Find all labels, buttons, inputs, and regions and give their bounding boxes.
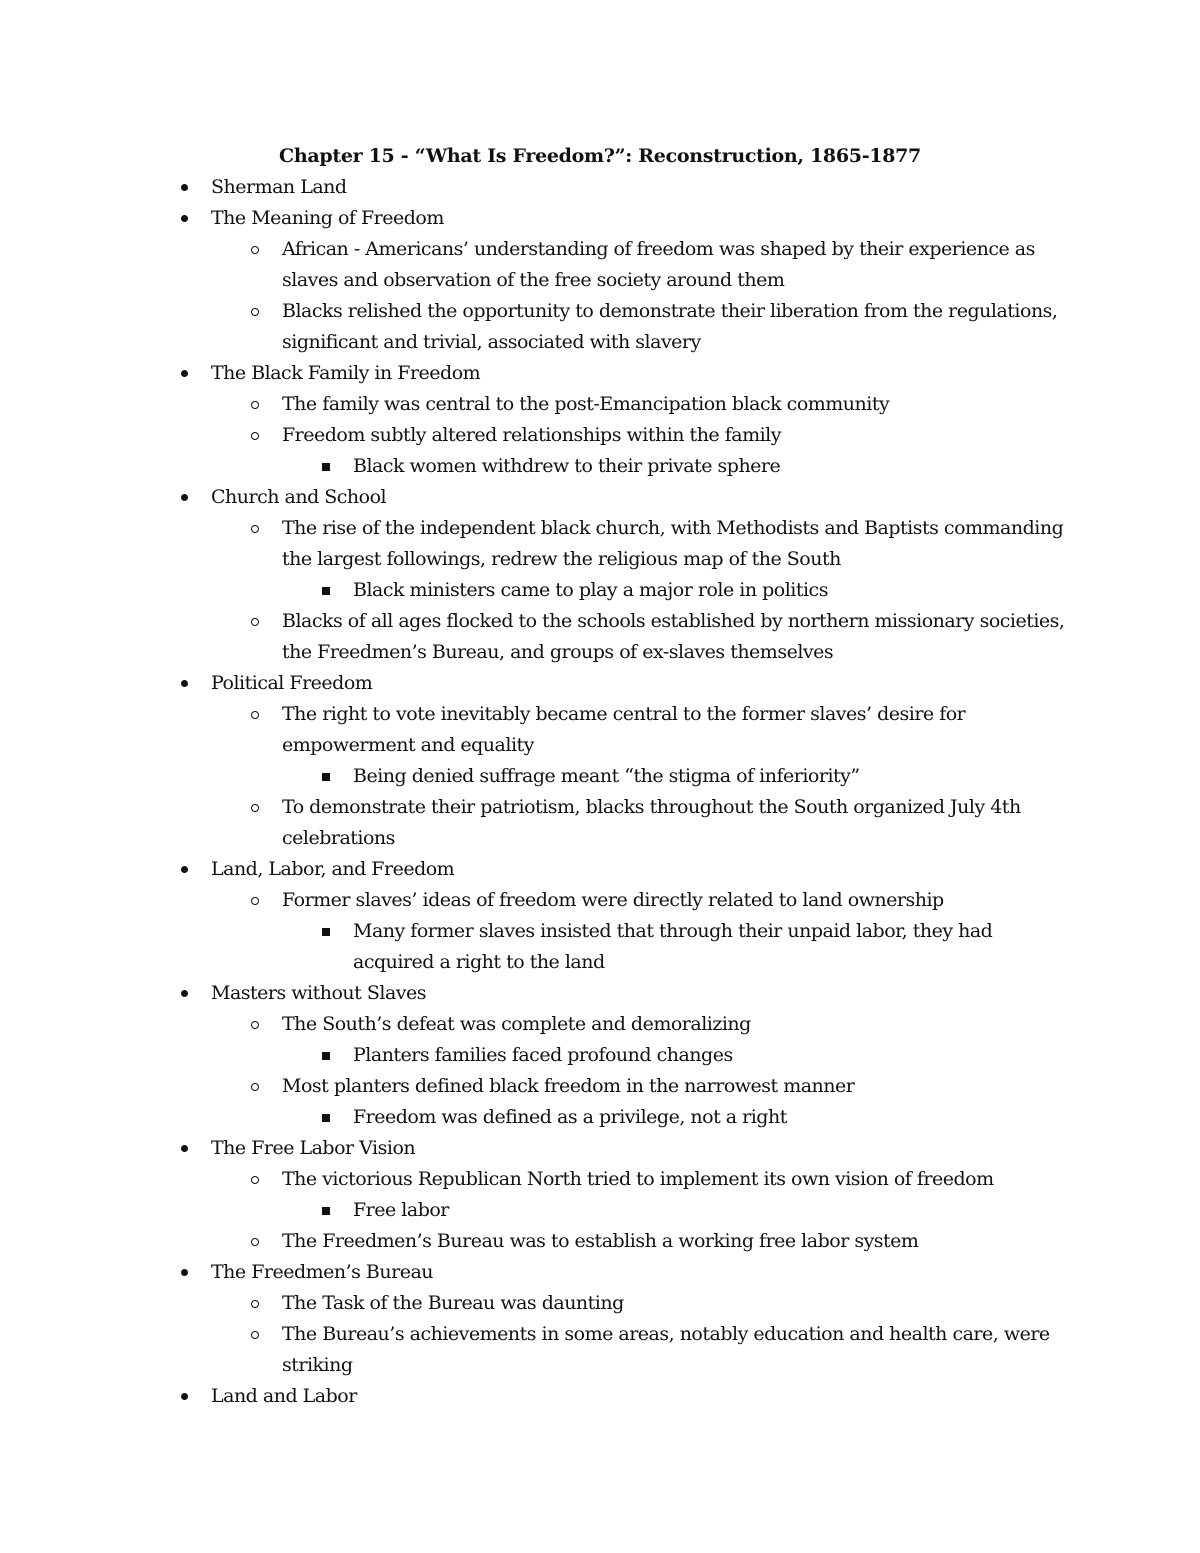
list-item-text: To demonstrate their patriotism, blacks throughout the South organized July 4th celebrations xyxy=(282,796,1021,849)
disc-bullet-icon xyxy=(174,1257,194,1288)
list-item xyxy=(174,668,1074,699)
list-item-text: Many former slaves insisted that through their unpaid labor, they had acquired a right to the land xyxy=(353,920,993,973)
outline-sublist xyxy=(245,234,1074,358)
circle-bullet-icon xyxy=(245,1319,265,1350)
list-item xyxy=(245,234,1074,296)
outline-section xyxy=(174,358,1074,482)
disc-bullet-icon xyxy=(174,1133,194,1164)
outline-subpoint xyxy=(316,1040,1074,1071)
list-item-text: Most planters defined black freedom in the narrowest manner xyxy=(282,1075,855,1097)
disc-bullet-icon xyxy=(174,1381,194,1412)
outline-point xyxy=(245,234,1074,296)
square-bullet-icon xyxy=(316,451,336,482)
list-item-text: The Task of the Bureau was daunting xyxy=(282,1292,624,1314)
list-item xyxy=(245,420,1074,451)
list-item-text: The family was central to the post-Emancipation black community xyxy=(282,393,890,415)
outline-subsublist xyxy=(316,451,1074,482)
outline-subpoint xyxy=(316,916,1074,978)
outline-section xyxy=(174,1257,1074,1381)
square-bullet-icon xyxy=(316,1102,336,1133)
list-item xyxy=(316,1195,1074,1226)
outline-point xyxy=(245,699,1074,792)
list-item-text: African - Americans’ understanding of freedom was shaped by their experience as slaves and observation of the free society around them xyxy=(282,238,1035,291)
list-item-text: Blacks relished the opportunity to demonstrate their liberation from the regulations, significant and trivial, associated with slavery xyxy=(282,300,1058,353)
outline-point xyxy=(245,389,1074,420)
list-item-text: The Free Labor Vision xyxy=(211,1137,416,1159)
outline-sublist xyxy=(245,699,1074,854)
circle-bullet-icon xyxy=(245,420,265,451)
outline-subpoint xyxy=(316,1102,1074,1133)
list-item xyxy=(174,978,1074,1009)
outline-section xyxy=(174,1381,1074,1412)
circle-bullet-icon xyxy=(245,699,265,730)
list-item xyxy=(316,761,1074,792)
square-bullet-icon xyxy=(316,1040,336,1071)
list-item-text: The Bureau’s achievements in some areas, notably education and health care, were striking xyxy=(282,1323,1050,1376)
list-item xyxy=(245,606,1074,668)
outline-point xyxy=(245,1164,1074,1226)
outline-point xyxy=(245,792,1074,854)
list-item-text: The Black Family in Freedom xyxy=(211,362,481,384)
list-item xyxy=(245,1319,1074,1381)
outline-subpoint xyxy=(316,575,1074,606)
outline-point xyxy=(245,1009,1074,1071)
list-item xyxy=(245,1009,1074,1040)
outline-point xyxy=(245,606,1074,668)
outline-sublist xyxy=(245,513,1074,668)
list-item xyxy=(316,916,1074,978)
list-item xyxy=(245,1288,1074,1319)
list-item-text: The Freedmen’s Bureau xyxy=(211,1261,434,1283)
outline-sublist xyxy=(245,1164,1074,1257)
outline-sublist xyxy=(245,1009,1074,1133)
list-item-text: Land, Labor, and Freedom xyxy=(211,858,455,880)
page-title: Chapter 15 - “What Is Freedom?”: Reconstruction, 1865-1877 xyxy=(279,145,921,167)
disc-bullet-icon xyxy=(174,358,194,389)
circle-bullet-icon xyxy=(245,296,265,327)
list-item-text: Masters without Slaves xyxy=(211,982,426,1004)
list-item-text: Political Freedom xyxy=(211,672,373,694)
outline-subsublist xyxy=(316,1040,1074,1071)
circle-bullet-icon xyxy=(245,1009,265,1040)
list-item-text: The right to vote inevitably became central to the former slaves’ desire for empowerment and equality xyxy=(282,703,966,756)
circle-bullet-icon xyxy=(245,885,265,916)
outline-point xyxy=(245,1071,1074,1133)
outline-sublist xyxy=(245,885,1074,978)
list-item-text: Being denied suffrage meant “the stigma of inferiority” xyxy=(353,765,860,787)
list-item xyxy=(174,1257,1074,1288)
outline-subsublist xyxy=(316,761,1074,792)
list-item-text: The South’s defeat was complete and demoralizing xyxy=(282,1013,751,1035)
outline-section xyxy=(174,482,1074,668)
list-item xyxy=(174,172,1074,203)
outline-section xyxy=(174,978,1074,1133)
list-item-text: Black ministers came to play a major role in politics xyxy=(353,579,828,601)
outline-list xyxy=(174,172,1074,1412)
outline-point xyxy=(245,513,1074,606)
circle-bullet-icon xyxy=(245,1164,265,1195)
list-item-text: The Meaning of Freedom xyxy=(211,207,444,229)
list-item-text: Freedom was defined as a privilege, not a right xyxy=(353,1106,787,1128)
outline-point xyxy=(245,1226,1074,1257)
list-item xyxy=(245,1164,1074,1195)
list-item xyxy=(316,1102,1074,1133)
list-item xyxy=(316,451,1074,482)
disc-bullet-icon xyxy=(174,854,194,885)
list-item xyxy=(174,203,1074,234)
outline-subpoint xyxy=(316,1195,1074,1226)
outline-subpoint xyxy=(316,451,1074,482)
outline-point xyxy=(245,1288,1074,1319)
circle-bullet-icon xyxy=(245,389,265,420)
outline-point xyxy=(245,885,1074,978)
list-item xyxy=(316,1040,1074,1071)
list-item-text: The victorious Republican North tried to implement its own vision of freedom xyxy=(282,1168,994,1190)
list-item xyxy=(245,513,1074,575)
outline-sublist xyxy=(245,389,1074,482)
outline-section xyxy=(174,1133,1074,1257)
disc-bullet-icon xyxy=(174,172,194,203)
list-item-text: Blacks of all ages flocked to the schools established by northern missionary societies, the Freedmen’s Bureau, and groups of ex-slaves themselves xyxy=(282,610,1065,663)
square-bullet-icon xyxy=(316,1195,336,1226)
circle-bullet-icon xyxy=(245,1288,265,1319)
list-item-text: The Freedmen’s Bureau was to establish a working free labor system xyxy=(282,1230,919,1252)
list-item xyxy=(245,699,1074,761)
list-item-text: Free labor xyxy=(353,1199,449,1221)
circle-bullet-icon xyxy=(245,513,265,544)
list-item xyxy=(245,1071,1074,1102)
list-item-text: Sherman Land xyxy=(211,176,347,198)
list-item-text: Black women withdrew to their private sphere xyxy=(353,455,781,477)
list-item xyxy=(316,575,1074,606)
list-item xyxy=(174,358,1074,389)
outline-section xyxy=(174,854,1074,978)
outline-subsublist xyxy=(316,1102,1074,1133)
list-item-text: Planters families faced profound changes xyxy=(353,1044,733,1066)
outline-sublist xyxy=(245,1288,1074,1381)
circle-bullet-icon xyxy=(245,606,265,637)
list-item-text: Former slaves’ ideas of freedom were directly related to land ownership xyxy=(282,889,944,911)
list-item xyxy=(245,389,1074,420)
list-item-text: The rise of the independent black church, with Methodists and Baptists commanding the largest followings, redrew the religious map of the South xyxy=(282,517,1064,570)
disc-bullet-icon xyxy=(174,668,194,699)
outline-point xyxy=(245,420,1074,482)
outline-section xyxy=(174,203,1074,358)
square-bullet-icon xyxy=(316,916,336,947)
outline-subpoint xyxy=(316,761,1074,792)
outline-subsublist xyxy=(316,916,1074,978)
list-item xyxy=(174,482,1074,513)
circle-bullet-icon xyxy=(245,792,265,823)
circle-bullet-icon xyxy=(245,1071,265,1102)
outline-point xyxy=(245,296,1074,358)
list-item-text: Church and School xyxy=(211,486,387,508)
circle-bullet-icon xyxy=(245,234,265,265)
outline-point xyxy=(245,1319,1074,1381)
square-bullet-icon xyxy=(316,761,336,792)
outline-section xyxy=(174,172,1074,203)
list-item xyxy=(245,792,1074,854)
outline-subsublist xyxy=(316,1195,1074,1226)
circle-bullet-icon xyxy=(245,1226,265,1257)
list-item xyxy=(174,854,1074,885)
disc-bullet-icon xyxy=(174,482,194,513)
list-item xyxy=(174,1133,1074,1164)
list-item xyxy=(245,1226,1074,1257)
square-bullet-icon xyxy=(316,575,336,606)
disc-bullet-icon xyxy=(174,203,194,234)
list-item-text: Freedom subtly altered relationships within the family xyxy=(282,424,781,446)
list-item xyxy=(245,885,1074,916)
list-item-text: Land and Labor xyxy=(211,1385,357,1407)
list-item xyxy=(174,1381,1074,1412)
outline-section xyxy=(174,668,1074,854)
list-item xyxy=(245,296,1074,358)
disc-bullet-icon xyxy=(174,978,194,1009)
outline-subsublist xyxy=(316,575,1074,606)
